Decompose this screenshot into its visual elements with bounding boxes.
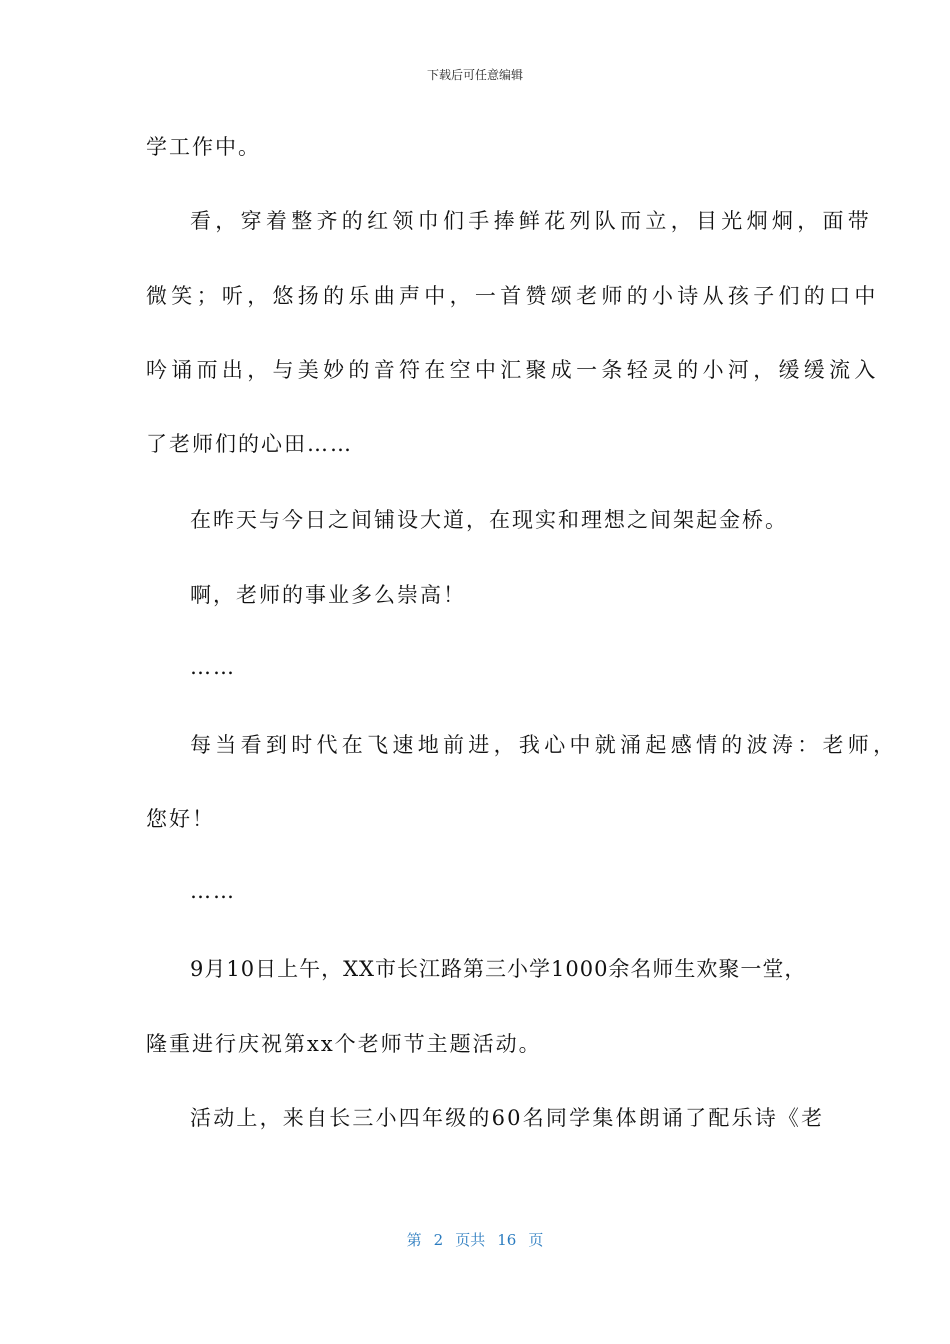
text-line-7: 啊，老师的事业多么崇高！ [190, 583, 466, 607]
text-line-6: 在昨天与今日之间铺设大道，在现实和理想之间架起金桥。 [190, 508, 788, 532]
footer-middle: 页共 [455, 1231, 486, 1249]
footer-suffix: 页 [528, 1231, 544, 1249]
text-line-1: 学工作中。 [146, 135, 261, 159]
footer-current-page: 2 [433, 1231, 444, 1249]
text-line-5: 了老师们的心田…… [146, 432, 353, 456]
text-line-8: …… [190, 655, 236, 679]
text-line-13: 隆重进行庆祝第xx个老师节主题活动。 [146, 1032, 542, 1056]
page-header: 下载后可任意编辑 [426, 68, 523, 82]
text-line-12: 9月10日上午，XX市长江路第三小学1000余名师生欢聚一堂， [190, 957, 807, 981]
footer-prefix: 第 [406, 1231, 422, 1249]
text-line-14: 活动上，来自长三小四年级的60名同学集体朗诵了配乐诗《老 [190, 1106, 825, 1130]
text-line-2: 看，穿着整齐的红领巾们手捧鲜花列队而立，目光炯炯，面带 [190, 209, 874, 233]
footer-total-pages: 16 [497, 1231, 517, 1249]
text-line-11: …… [190, 879, 236, 903]
text-line-10: 您好！ [146, 807, 215, 831]
text-line-3: 微笑；听，悠扬的乐曲声中，一首赞颂老师的小诗从孩子们的口中 [146, 284, 880, 308]
text-line-4: 吟诵而出，与美妙的音符在空中汇聚成一条轻灵的小河，缓缓流入 [146, 358, 880, 382]
text-line-9: 每当看到时代在飞速地前进，我心中就涌起感情的波涛：老师， [190, 733, 899, 757]
page-footer [0, 1229, 950, 1250]
